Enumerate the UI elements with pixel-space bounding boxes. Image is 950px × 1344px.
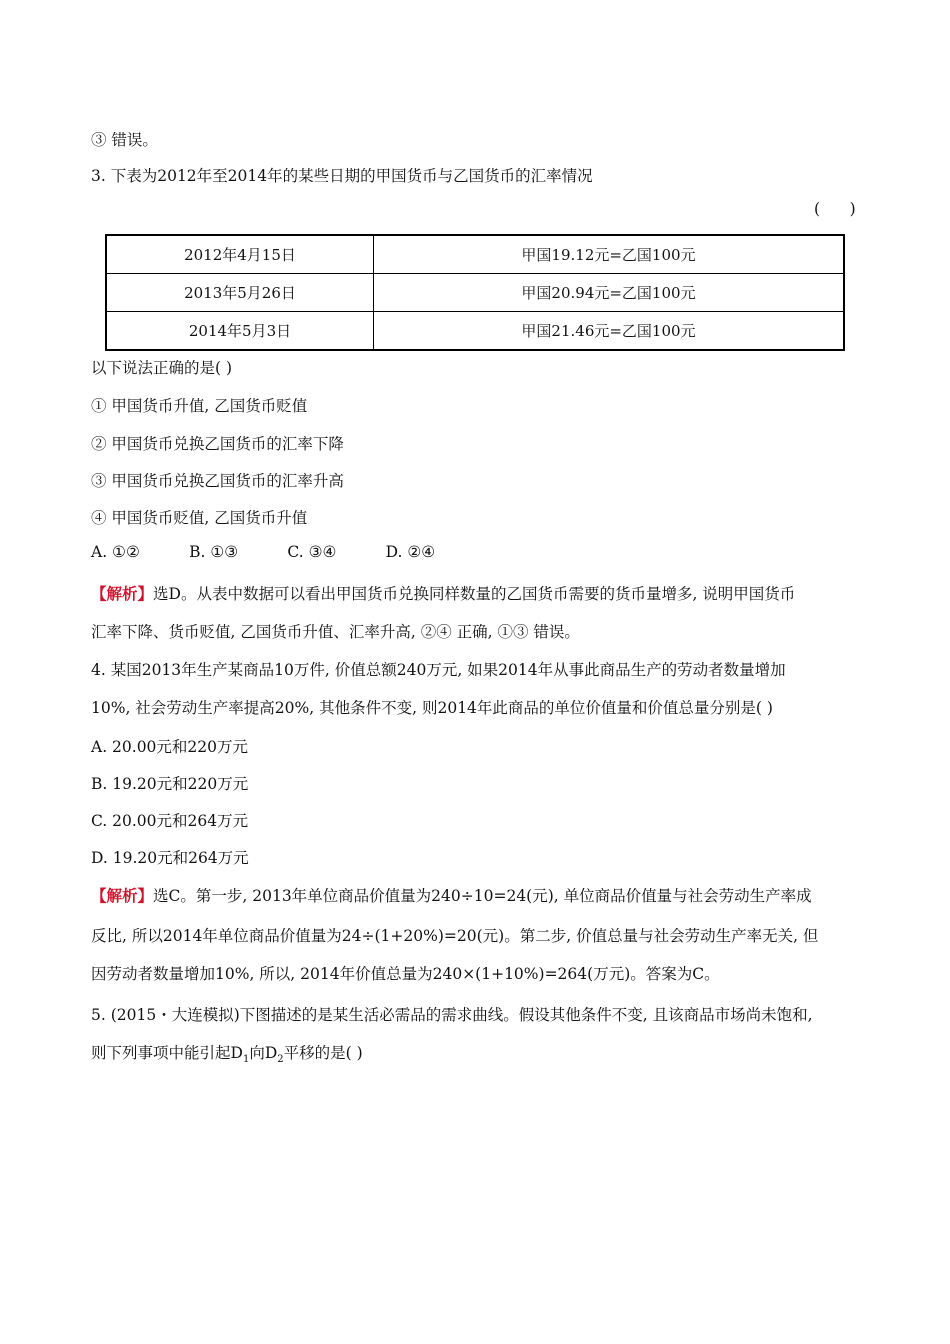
- table-cell-date: 2013年5月26日: [106, 274, 374, 312]
- q3-analysis-line-2: 汇率下降、货币贬值, 乙国货币升值、汇率升高, ②④ 正确, ①③ 错误。: [91, 623, 580, 641]
- table-row: [106, 274, 844, 312]
- q3-analysis-line-1: [91, 582, 795, 604]
- analysis-tag: 【解析】: [91, 886, 154, 905]
- q2-end-text: ③ 错误。: [91, 131, 158, 149]
- analysis-tag: 【解析】: [91, 584, 154, 603]
- q5-stem-line-1: 5. (2015・大连模拟)下图描述的是某生活必需品的需求曲线。假设其他条件不变, 且该商品市场尚未饱和,: [91, 1006, 813, 1024]
- table-cell-rate: 甲国20.94元=乙国100元: [374, 274, 845, 312]
- q3-choices: A. ①② B. ①③ C. ③④ D. ②④: [91, 543, 436, 561]
- q3-option-4: ④ 甲国货币贬值, 乙国货币升值: [91, 509, 308, 527]
- table-row: [106, 312, 844, 351]
- q3-question: 以下说法正确的是( ): [91, 359, 233, 377]
- subscript: 2: [277, 1054, 284, 1066]
- q3-option-2: ② 甲国货币兑换乙国货币的汇率下降: [91, 435, 344, 453]
- table-row: [106, 235, 844, 274]
- q4-option-b: B. 19.20元和220万元: [91, 775, 249, 793]
- q5-stem-line-2: [91, 1041, 363, 1065]
- table-cell-rate: 甲国21.46元=乙国100元: [374, 312, 845, 351]
- q4-analysis-line-3: 因劳动者数量增加10%, 所以, 2014年价值总量为240×(1+10%)=264(万元)。答案为C。: [91, 965, 720, 983]
- q5-text-part: 平移的是( ): [283, 1044, 363, 1062]
- exchange-rate-table: [105, 234, 845, 351]
- q4-option-c: C. 20.00元和264万元: [91, 812, 249, 830]
- q5-text-part: 则下列事项中能引起D: [91, 1044, 243, 1062]
- q4-stem-line-1: 4. 某国2013年生产某商品10万件, 价值总额240万元, 如果2014年从事此商品生产的劳动者数量增加: [91, 661, 786, 679]
- analysis-text: 选C。第一步, 2013年单位商品价值量为240÷10=24(元), 单位商品价值量与社会劳动生产率成: [153, 887, 812, 905]
- table-cell-date: 2014年5月3日: [106, 312, 374, 351]
- q4-option-a: A. 20.00元和220万元: [91, 738, 249, 756]
- q4-option-d: D. 19.20元和264万元: [91, 849, 249, 867]
- q3-option-1: ① 甲国货币升值, 乙国货币贬值: [91, 397, 308, 415]
- q4-analysis-line-1: [91, 884, 812, 906]
- q3-stem: 3. 下表为2012年至2014年的某些日期的甲国货币与乙国货币的汇率情况: [91, 167, 593, 185]
- table-cell-rate: 甲国19.12元=乙国100元: [374, 235, 845, 274]
- q4-analysis-line-2: 反比, 所以2014年单位商品价值量为24÷(1+20%)=20(元)。第二步, 价值总量与社会劳动生产率无关, 但: [91, 927, 819, 945]
- analysis-text: 选D。从表中数据可以看出甲国货币兑换同样数量的乙国货币需要的货币量增多, 说明甲国货币: [153, 585, 796, 603]
- q4-stem-line-2: 10%, 社会劳动生产率提高20%, 其他条件不变, 则2014年此商品的单位价值量和价值总量分别是( ): [91, 699, 773, 717]
- q5-text-part: 向D: [249, 1044, 278, 1062]
- subscript: 1: [242, 1054, 250, 1066]
- q3-answer-paren: ( ): [814, 200, 856, 218]
- table-cell-date: 2012年4月15日: [106, 235, 374, 274]
- q3-option-3: ③ 甲国货币兑换乙国货币的汇率升高: [91, 472, 344, 490]
